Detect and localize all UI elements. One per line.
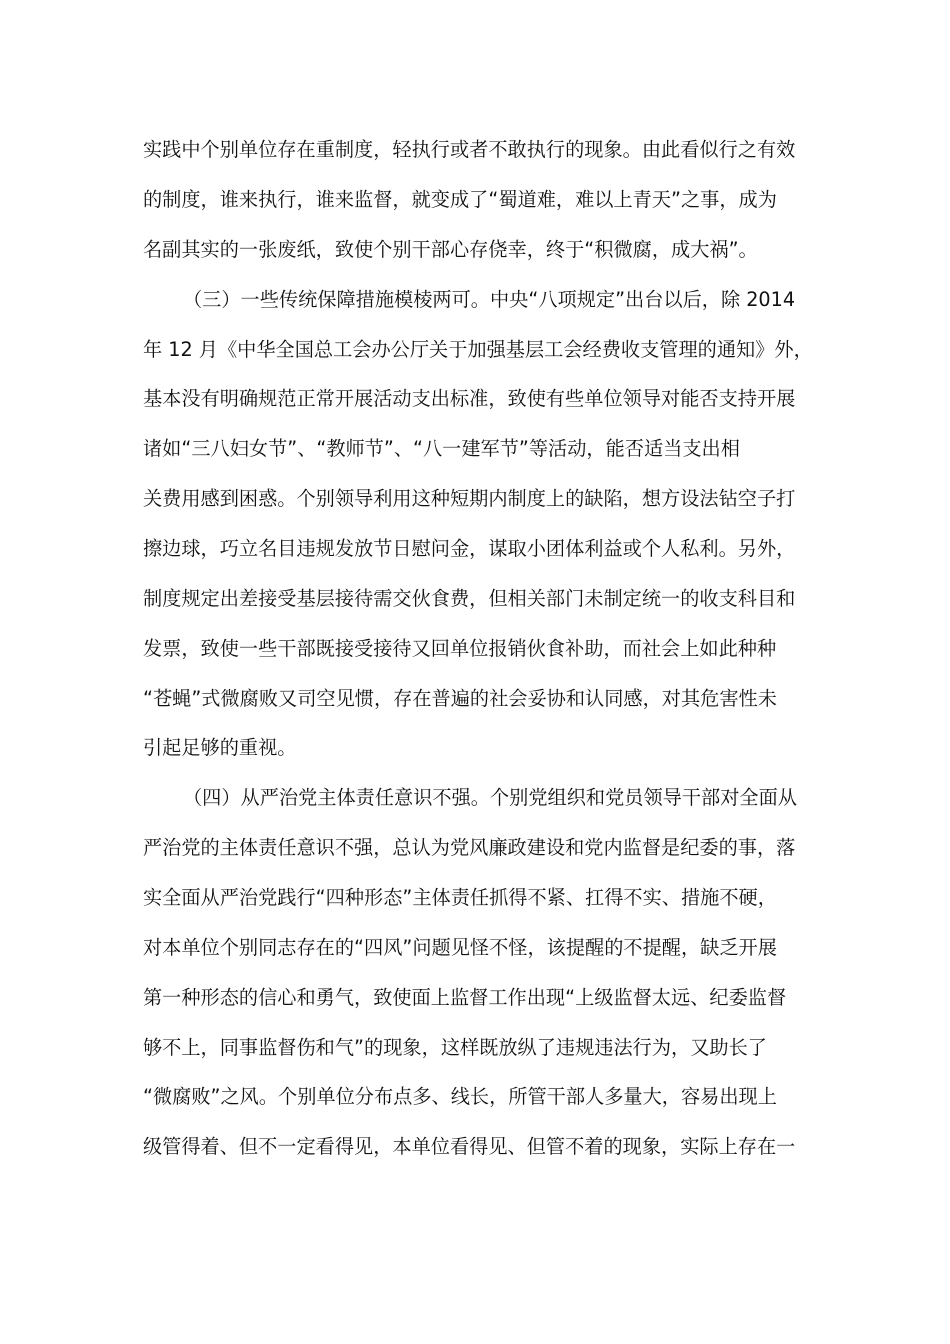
text-line-content: 基本没有明确规范正常开展活动支出标准，致使有些单位领导对能否支持开展 [143, 387, 796, 410]
text-line-content: 实践中个别单位存在重制度，轻执行或者不敢执行的现象。由此看似行之有效 [143, 138, 796, 161]
text-line [0, 733, 950, 763]
text-line-content: 的制度，谁来执行，谁来监督，就变成了“蜀道难，难以上青天”之事，成为 [143, 188, 777, 211]
text-line [0, 833, 950, 863]
text-line [0, 634, 950, 664]
text-line-content: 严治党的主体责任意识不强，总认为党风廉政建设和党内监督是纪委的事，落 [143, 836, 796, 859]
text-line-content: 级管得着、但不一定看得见，本单位看得见、但管不着的现象，实际上存在一 [143, 1135, 796, 1158]
text-line-content: 引起足够的重视。 [143, 736, 297, 759]
text-line [0, 983, 950, 1013]
text-line [0, 1033, 950, 1063]
text-line-content: 制度规定出差接受基层接待需交伙食费，但相关部门未制定统一的收支科目和 [143, 587, 796, 610]
text-line-content: “微腐败”之风。个别单位分布点多、线长，所管干部人多量大，容易出现上 [143, 1085, 777, 1108]
text-line-content: 实全面从严治党践行“四种形态”主体责任抓得不紧、扛得不实、措施不硬， [143, 886, 777, 909]
text-line-content: （四）从严治党主体责任意识不强。个别党组织和党员领导干部对全面从 [183, 786, 797, 809]
text-line-content: “苍蝇”式微腐败又司空见惯，存在普遍的社会妥协和认同感，对其危害性未 [143, 687, 777, 710]
text-line-content: 关费用感到困惑。个别领导利用这种短期内制度上的缺陷，想方设法钻空子打 [143, 487, 796, 510]
text-line [0, 384, 950, 414]
text-line [0, 235, 950, 265]
text-line-content: 年 12 月《中华全国总工会办公厅关于加强基层工会经费收支管理的通知》外， [143, 338, 813, 361]
text-line-content: 发票，致使一些干部既接受接待又回单位报销伙食补助，而社会上如此种种 [143, 637, 777, 660]
text-line [0, 584, 950, 614]
text-line [0, 335, 950, 365]
text-line [0, 484, 950, 514]
paragraph-first-line [0, 285, 950, 315]
text-line-content: （三）一些传统保障措施模棱两可。中央“八项规定”出台以后，除 2014 [183, 288, 796, 311]
text-line [0, 1132, 950, 1162]
text-line [0, 1082, 950, 1112]
text-line [0, 883, 950, 913]
text-line [0, 434, 950, 464]
text-line [0, 684, 950, 714]
text-line-content: 对本单位个别同志存在的“四风”问题见怪不怪，该提醒的不提醒，缺乏开展 [143, 936, 777, 959]
text-line-content: 名副其实的一张废纸，致使个别干部心存侥幸，终于“积微腐，成大祸”。 [143, 238, 758, 261]
text-line [0, 933, 950, 963]
text-line [0, 534, 950, 564]
paragraph-first-line [0, 783, 950, 813]
text-line [0, 185, 950, 215]
text-line-content: 够不上，同事监督伤和气”的现象，这样既放纵了违规违法行为，又助长了 [143, 1036, 767, 1059]
text-line-content: 擦边球，巧立名目违规发放节日慰问金，谋取小团体利益或个人私利。另外， [143, 537, 796, 560]
text-line-content: 第一种形态的信心和勇气，致使面上监督工作出现“上级监督太远、纪委监督 [143, 986, 787, 1009]
text-line [0, 135, 950, 165]
text-line-content: 诸如“三八妇女节”、“教师节”、“八一建军节”等活动，能否适当支出相 [143, 437, 740, 460]
